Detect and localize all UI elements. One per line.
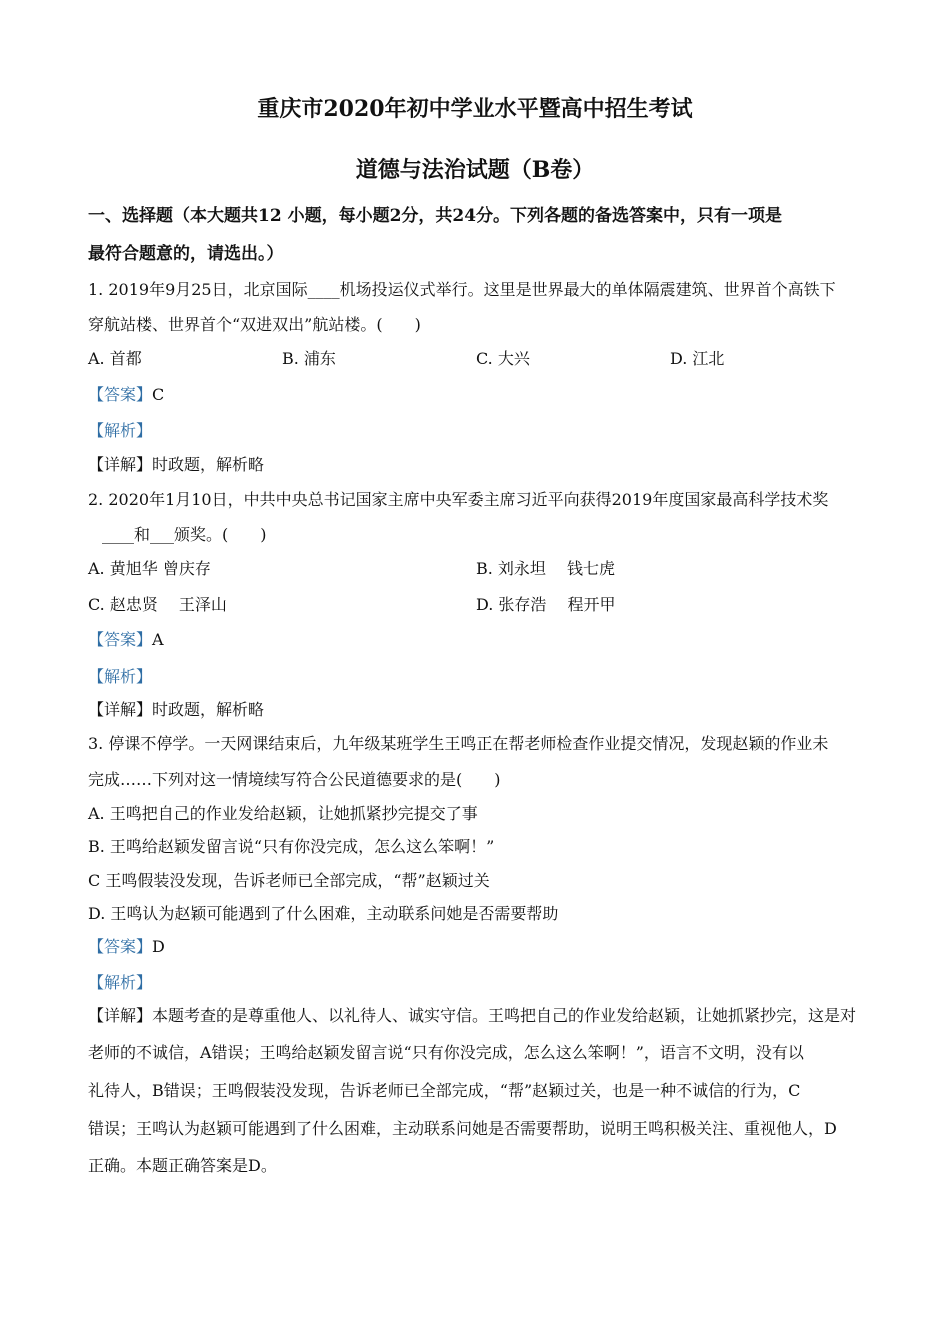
detail-tag: 【详解】 [88,1006,153,1025]
q3-option-b: B. 王鸣给赵颖发留言说“只有你没完成，怎么这么笨啊！” [88,837,495,856]
q2-analysis-tag: 【解析】 [88,667,153,686]
q1-answer [88,385,164,405]
q2-option-c: C. 赵忠贤 王泽山 [88,595,227,614]
q2-option-d: D. 张存浩 程开甲 [476,595,616,614]
q3-detail-line5: 正确。本题正确答案是D。 [88,1156,277,1175]
q1-option-a: A. 首都 [88,349,142,368]
q2-option-a: A. 黄旭华 曾庆存 [88,559,211,578]
document-title: 重庆市2020年初中学业水平暨高中招生考试 [257,96,693,122]
document-subtitle: 道德与法治试题（B卷） [355,157,595,183]
q3-detail-text-1: 本题考查的是尊重他人、以礼待人、诚实守信。王鸣把自己的作业发给赵颖，让她抓紧抄完，这是对 [152,1006,857,1025]
q1-option-c: C. 大兴 [476,349,530,368]
q2-answer-value: A [152,630,164,649]
q1-analysis-tag: 【解析】 [88,421,153,440]
q3-stem-line2: 完成……下列对这一情境续写符合公民道德要求的是( ) [88,770,501,789]
q3-option-d: D. 王鸣认为赵颖可能遇到了什么困难，主动联系问她是否需要帮助 [88,904,559,923]
q3-option-c: C 王鸣假装没发现，告诉老师已全部完成，“帮”赵颖过关 [88,871,490,890]
section-heading-line1: 一、选择题（本大题共12 小题，每小题2分，共24分。下列各题的备选答案中，只有一项是 [88,206,783,226]
q1-stem-line1: 1. 2019年9月25日，北京国际____机场投运仪式举行。这里是世界最大的单体隔震建筑、世界首个高铁下 [88,280,836,299]
answer-tag: 【答案】 [88,630,153,649]
q3-option-a: A. 王鸣把自己的作业发给赵颖，让她抓紧抄完提交了事 [88,804,478,823]
q2-detail [88,700,264,720]
q1-option-b: B. 浦东 [282,349,336,368]
detail-tag: 【详解】 [88,455,153,474]
detail-tag: 【详解】 [88,700,153,719]
q1-option-d: D. 江北 [670,349,725,368]
q3-detail-line2: 老师的不诚信，A错误；王鸣给赵颖发留言说“只有你没完成，怎么这么笨啊！”，语言不文明，没有以 [88,1043,804,1062]
answer-tag: 【答案】 [88,385,153,404]
section-heading-line2: 最符合题意的，请选出。） [88,244,284,264]
q3-answer [88,937,165,957]
q3-answer-value: D [152,937,165,956]
q3-detail-line1 [88,1006,856,1026]
q1-answer-value: C [152,385,165,404]
answer-tag: 【答案】 [88,937,153,956]
q2-stem-line2: ____和___颁奖。( ) [102,525,267,544]
q3-detail-line3: 礼待人，B错误；王鸣假装没发现，告诉老师已全部完成，“帮”赵颖过关，也是一种不诚信的行为，C [88,1081,801,1100]
q2-answer [88,630,164,650]
q1-stem-line2: 穿航站楼、世界首个“双进双出”航站楼。( ) [88,315,421,334]
q3-analysis-tag: 【解析】 [88,973,153,992]
q3-stem-line1: 3. 停课不停学。一天网课结束后，九年级某班学生王鸣正在帮老师检查作业提交情况，发现赵颖的作业未 [88,734,829,753]
q3-detail-line4: 错误；王鸣认为赵颖可能遇到了什么困难，主动联系问她是否需要帮助，说明王鸣积极关注、重视他人，D [88,1119,837,1138]
q2-stem-line1: 2. 2020年1月10日，中共中央总书记国家主席中央军委主席习近平向获得2019年度国家最高科学技术奖 [88,490,829,509]
q1-detail [88,455,264,475]
q2-detail-text: 时政题，解析略 [152,700,265,719]
q1-detail-text: 时政题，解析略 [152,455,265,474]
q2-option-b: B. 刘永坦 钱七虎 [476,559,616,578]
